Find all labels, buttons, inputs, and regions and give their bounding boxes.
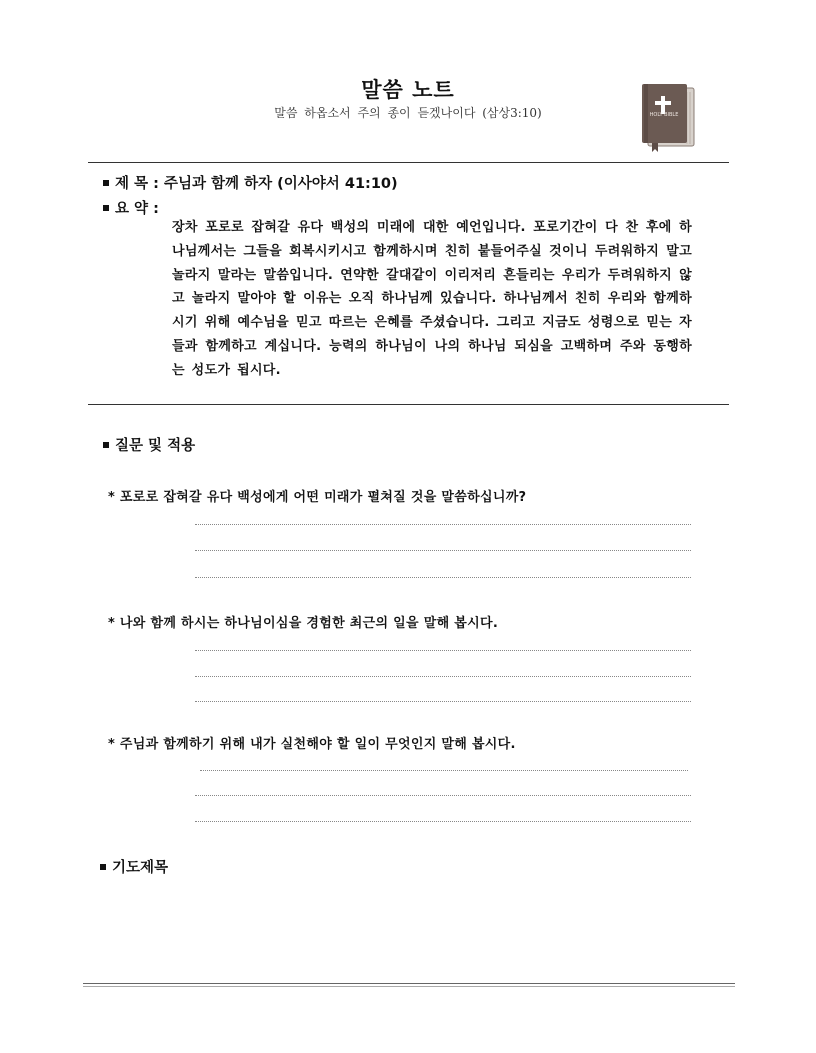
summary-label: 요 약 : [115, 201, 159, 217]
bible-book-icon [640, 82, 696, 152]
answer-line[interactable] [195, 701, 691, 702]
footer-rule [83, 983, 735, 984]
qa-section-title: 질문 및 적용 [115, 438, 196, 454]
question-3: * 주님과 함께하기 위해 내가 실천해야 할 일이 무엇인지 말해 봅시다. [108, 737, 516, 752]
answer-line[interactable] [195, 650, 691, 651]
square-bullet-icon [103, 442, 109, 448]
answer-line[interactable] [195, 577, 691, 578]
question-2: * 나와 함께 하시는 하나님이심을 경험한 최근의 일을 말해 봅시다. [108, 616, 499, 631]
answer-line[interactable] [195, 821, 691, 822]
subject-label: 제 목 : [115, 176, 164, 192]
summary-row [103, 197, 159, 218]
answer-line[interactable] [200, 770, 688, 771]
page-title: 말씀 노트 [361, 78, 455, 102]
question-1: * 포로로 잡혀갈 유다 백성에게 어떤 미래가 펼쳐질 것을 말씀하십니까? [108, 490, 527, 505]
answer-line[interactable] [195, 550, 691, 551]
subject-value: 주님과 함께 하자 (이사야서 41:10) [163, 176, 398, 192]
answer-line[interactable] [195, 676, 691, 677]
summary-text: 장차 포로로 잡혀갈 유다 백성의 미래에 대한 예언입니다. 포로기간이 다 찬 후에 하나님께서는 그들을 회복시키시고 함께하시며 친히 붙들어주실 것이니 두려워하지 말고 놀라지 말라는 말씀입니다. 연약한 갈대같이 이리저리 흔들리는 우리가 두려워하지 않고 놀라지 말아야 할 이유는 오직 하나님께 있습니다. 하나님께서 친히 우리와 함께하시기 위해 예수님을 믿고 따르는 은혜를 주셨습니다. 그리고 지금도 성령으로 믿는 자들과 함께하고 계십니다. 능력의 하나님이 나의 하나님 되심을 고백하며 주와 동행하는 성도가 됩시다. [172, 220, 692, 378]
prayer-section-header [100, 856, 168, 877]
subject-row [103, 172, 398, 193]
section-divider [88, 404, 729, 405]
page-subtitle: 말씀 하옵소서 주의 종이 듣겠나이다 (삼상3:10) [274, 106, 542, 120]
square-bullet-icon [103, 205, 109, 211]
answer-line[interactable] [195, 795, 691, 796]
icon-lettering: HOLY BIBLE [649, 112, 679, 118]
square-bullet-icon [100, 864, 106, 870]
square-bullet-icon [103, 180, 109, 186]
prayer-section-title: 기도제목 [112, 860, 169, 876]
top-divider [88, 162, 729, 163]
answer-line[interactable] [195, 524, 691, 525]
qa-section-header [103, 434, 195, 455]
footer-rule-secondary [83, 986, 735, 987]
